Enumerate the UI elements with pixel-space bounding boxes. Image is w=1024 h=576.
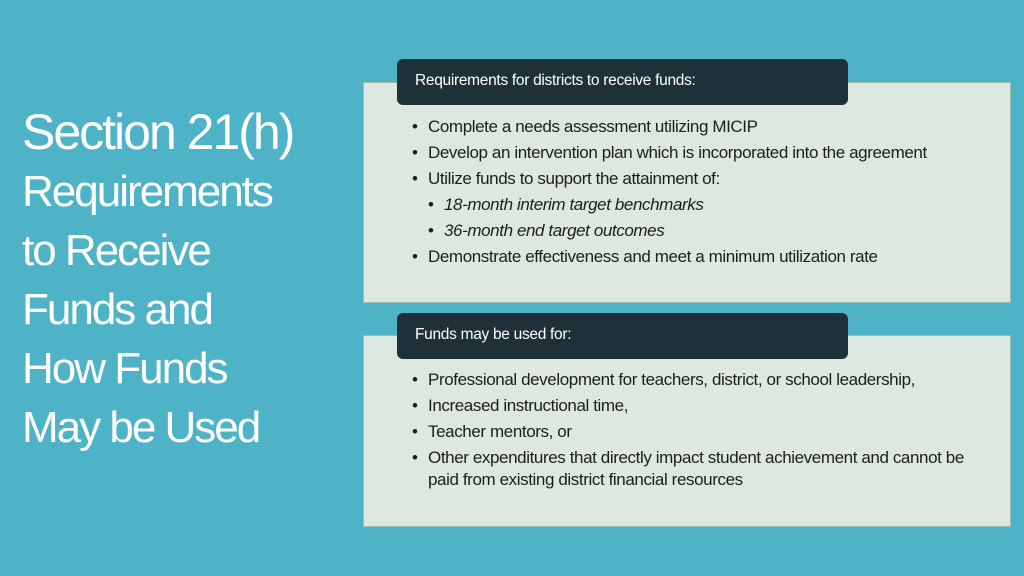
title-line-3: to Receive — [22, 226, 210, 275]
requirements-header: Requirements for districts to receive funds: — [397, 59, 848, 105]
uses-list — [412, 369, 992, 495]
list-item: • Teacher mentors, or — [412, 421, 992, 443]
uses-header: Funds may be used for: — [397, 313, 848, 359]
list-item: • Professional development for teachers, district, or school leadership, — [412, 369, 992, 391]
list-item: • Develop an intervention plan which is incorporated into the agreement — [412, 142, 992, 164]
list-item: • Increased instructional time, — [412, 395, 992, 417]
list-item: • 36-month end target outcomes — [412, 220, 992, 242]
title-line-5: How Funds — [22, 344, 227, 393]
list-item: • Demonstrate effectiveness and meet a minimum utilization rate — [412, 246, 992, 268]
list-item: • Utilize funds to support the attainment of: — [412, 168, 992, 190]
requirements-list — [412, 116, 992, 272]
title-line-6: May be Used — [22, 403, 260, 452]
slide-title — [22, 102, 352, 457]
list-item: • 18-month interim target benchmarks — [412, 194, 992, 216]
title-line-1: Section 21(h) — [22, 104, 294, 160]
title-line-2: Requirements — [22, 167, 272, 216]
title-line-4: Funds and — [22, 285, 212, 334]
list-item: • Complete a needs assessment utilizing MICIP — [412, 116, 992, 138]
list-item: • Other expenditures that directly impact student achievement and cannot be paid from existing district financial resources — [412, 447, 992, 491]
